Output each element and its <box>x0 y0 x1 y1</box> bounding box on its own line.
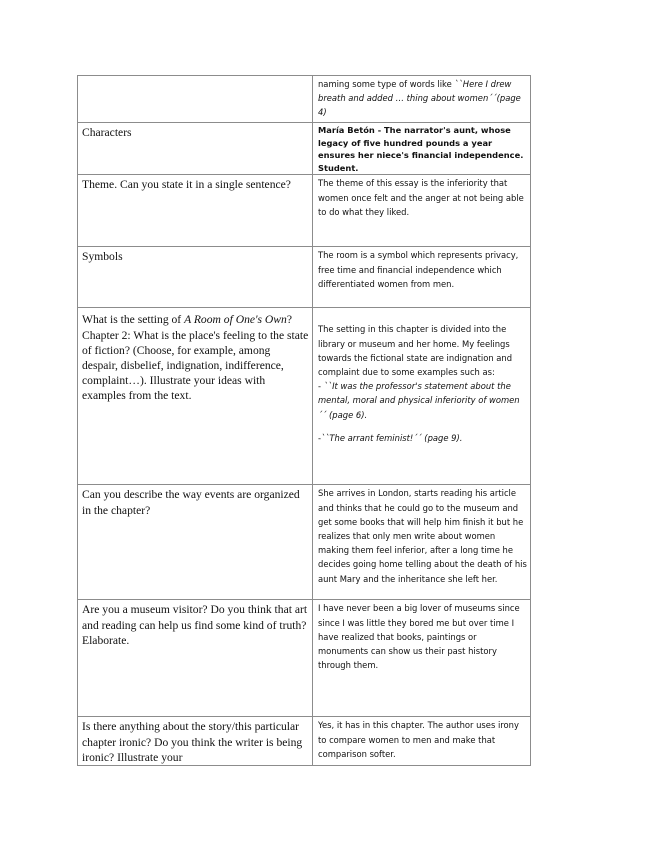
table-row <box>78 717 531 766</box>
question-cell: Symbols <box>78 247 313 308</box>
table-row <box>78 485 531 600</box>
quote-text: ``Here I drew breath and added … thing about women´´(page 4) <box>318 79 521 118</box>
question-cell: Theme. Can you state it in a single sentence? <box>78 175 313 247</box>
table-row <box>78 123 531 175</box>
character-student: Student. <box>318 162 359 173</box>
book-title: A Room of One's Own <box>184 313 287 327</box>
answer-cell <box>313 123 531 175</box>
worksheet-table <box>77 75 531 766</box>
quote-text: ``It was the professor's statement about the mental, moral and physical inferiority of women´´ (page 6). <box>318 381 520 420</box>
question-cell: Is there anything about the story/this particular chapter ironic? Do you think the writer is being ironic? Illustrate your <box>78 717 313 766</box>
character-description: María Betón - The narrator's aunt, whose legacy of five hundred pounds a year ensures her niece's financial independence. <box>318 125 524 161</box>
table-row <box>78 76 531 123</box>
table-row <box>78 600 531 717</box>
quote-text: ``The arrant feminist!´´ (page 9). <box>321 432 463 443</box>
question-cell: Are you a museum visitor? Do you think that art and reading can help us find some kind of truth? Elaborate. <box>78 600 313 717</box>
question-cell: Characters <box>78 123 313 175</box>
answer-cell: The setting in this chapter is divided into the library or museum and her home. My feelings towards the fictional state are indignation and complaint due to some examples such as: - ``It was the professor's statement about the mental, moral and physical inferiority of women´´ (page 6). -``The arrant feminist!´´ (page 9). <box>313 308 531 485</box>
question-cell: Can you describe the way events are organized in the chapter? <box>78 485 313 600</box>
answer-text: naming some type of words like <box>318 79 455 89</box>
answer-cell: The room is a symbol which represents privacy, free time and financial independence which differentiated women from men. <box>313 247 531 308</box>
answer-cell: The theme of this essay is the inferiority that women once felt and the anger at not being able to do what they liked. <box>313 175 531 247</box>
answer-cell: Yes, it has in this chapter. The author uses irony to compare women to men and make that comparison softer. <box>313 717 531 766</box>
answer-cell <box>313 76 531 123</box>
answer-cell: She arrives in London, starts reading his article and thinks that he could go to the museum and get some books that will help him finish it but he realizes that only men write about women making them feel inferior, after a long time he decides going home telling about the death of his aunt Mary and the inheritance she left her. <box>313 485 531 600</box>
question-cell: What is the setting of A Room of One's Own? Chapter 2: What is the place's feeling to the state of fiction? (Choose, for example, among despair, disbelief, indignation, indifference, complaint…). Illustrate your ideas with examples from the text. <box>78 308 313 485</box>
table-row <box>78 175 531 247</box>
answer-cell: I have never been a big lover of museums since since I was little they bored me but over time I have realized that books, paintings or monuments can show us their past history through them. <box>313 600 531 717</box>
table-row <box>78 308 531 485</box>
table-row <box>78 247 531 308</box>
question-cell <box>78 76 313 123</box>
